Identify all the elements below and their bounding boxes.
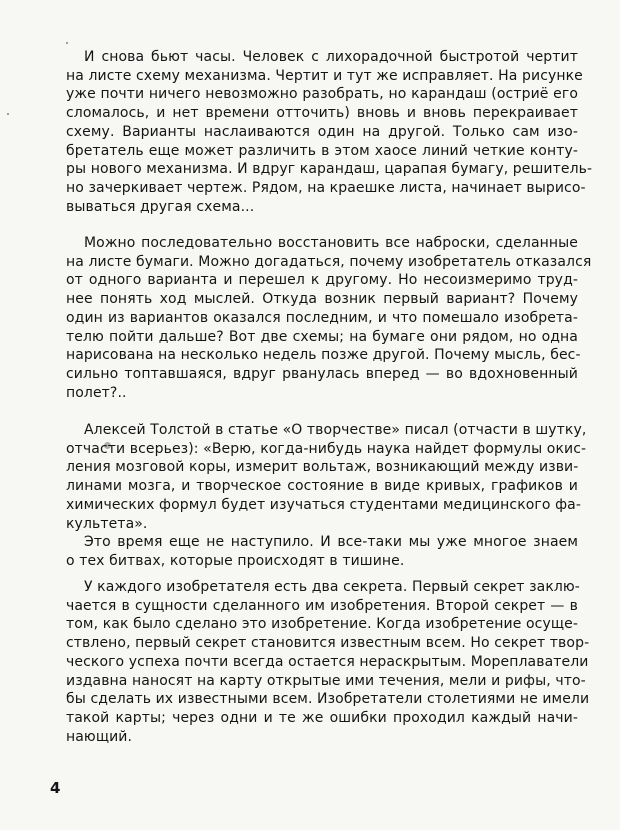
text-line: полет?..	[66, 384, 127, 401]
text-line: культета».	[66, 515, 148, 532]
text-line: нарисована на несколько недель позже другой. Почему мысль, бес-	[66, 347, 581, 364]
text-line: сильно топтавшаяся, вдруг рванулась вперед — во вдохновенный	[66, 365, 578, 382]
text-line: ствлено, первый секрет становится известным всем. Но секрет твор-	[66, 635, 590, 652]
page-number: 4	[50, 779, 61, 797]
print-speck	[66, 42, 68, 44]
text-line: схему. Варианты наслаиваются один на другой. Только сам изо-	[66, 123, 578, 140]
text-line: химических формул будет изучаться студентами медицинского фа-	[66, 496, 582, 513]
text-line: на листе схему механизма. Чертит и тут же исправляет. На рисунке	[66, 67, 583, 84]
text-line: вываться другая схема...	[66, 198, 255, 215]
text-line: такой карты; через одни и те же ошибки проходил каждый начи-	[66, 709, 578, 726]
text-line: бы сделать их известными всем. Изобретатели столетиями не имели	[66, 691, 590, 708]
text-line: том, как было сделано это изобретение. Когда изобретение осуще-	[66, 616, 578, 633]
text-line: Можно последовательно восстановить все наброски, сделанные	[84, 235, 578, 251]
text-line: ления мозговой коры, измерит вольтаж, возникающий между изви-	[66, 459, 579, 476]
text-line: но зачеркивает чертеж. Рядом, на краешке листа, начинает вырисо-	[66, 179, 586, 196]
text-line: нающий.	[66, 728, 133, 745]
text-line: линами мозга, и творческое состояние в виде кривых, графиков и	[66, 478, 578, 495]
text-line: Это время еще не наступило. И все-таки мы уже многое знаем	[84, 534, 578, 550]
text-line: один из вариантов оказался последним, и что помешало изобрета-	[66, 309, 578, 326]
text-line: от одного варианта и перешел к другому. Но несоизмеримо труд-	[66, 272, 578, 289]
text-line: на листе бумаги. Можно догадаться, почему изобретатель отказался	[66, 253, 592, 270]
text-line: телю пойти дальше? Вот две схемы; на бумаге они рядом, но одна	[66, 328, 578, 345]
text-line: сломалось, и нет времени отточить) вновь и вновь перекраивает	[66, 105, 578, 122]
text-line: У каждого изобретателя есть два секрета. Первый секрет заклю-	[84, 579, 580, 595]
text-line: нее понять ход мыслей. Откуда возник первый вариант? Почему	[66, 291, 578, 308]
text-line: ческого успеха почти всегда остается нераскрытым. Мореплаватели	[66, 653, 589, 670]
text-line: Алексей Толстой в статье «О творчестве» писал (отчасти в шутку,	[84, 422, 587, 438]
text-line: отчасти всерьез): «Верю, когда-нибудь наука найдет формулы окис-	[66, 440, 587, 457]
text-line: чается в сущности сделанного им изобретения. Второй секрет — в	[66, 597, 578, 614]
text-line: издавна наносят на карту открытые ими течения, мели и рифы, что-	[66, 672, 586, 689]
text-line: уже почти ничего невозможно разобрать, но карандаш (остриё его	[66, 86, 578, 103]
print-speck	[7, 113, 9, 115]
text-line: И снова бьют часы. Человек с лихорадочной быстротой чертит	[84, 49, 578, 65]
text-line: бретатель еще может различить в этом хаосе линий четкие конту-	[66, 142, 578, 159]
text-line: ры нового механизма. И вдруг карандаш, царапая бумагу, решитель-	[66, 161, 593, 178]
text-line: о тех битвах, которые происходят в тишине.	[66, 552, 405, 569]
